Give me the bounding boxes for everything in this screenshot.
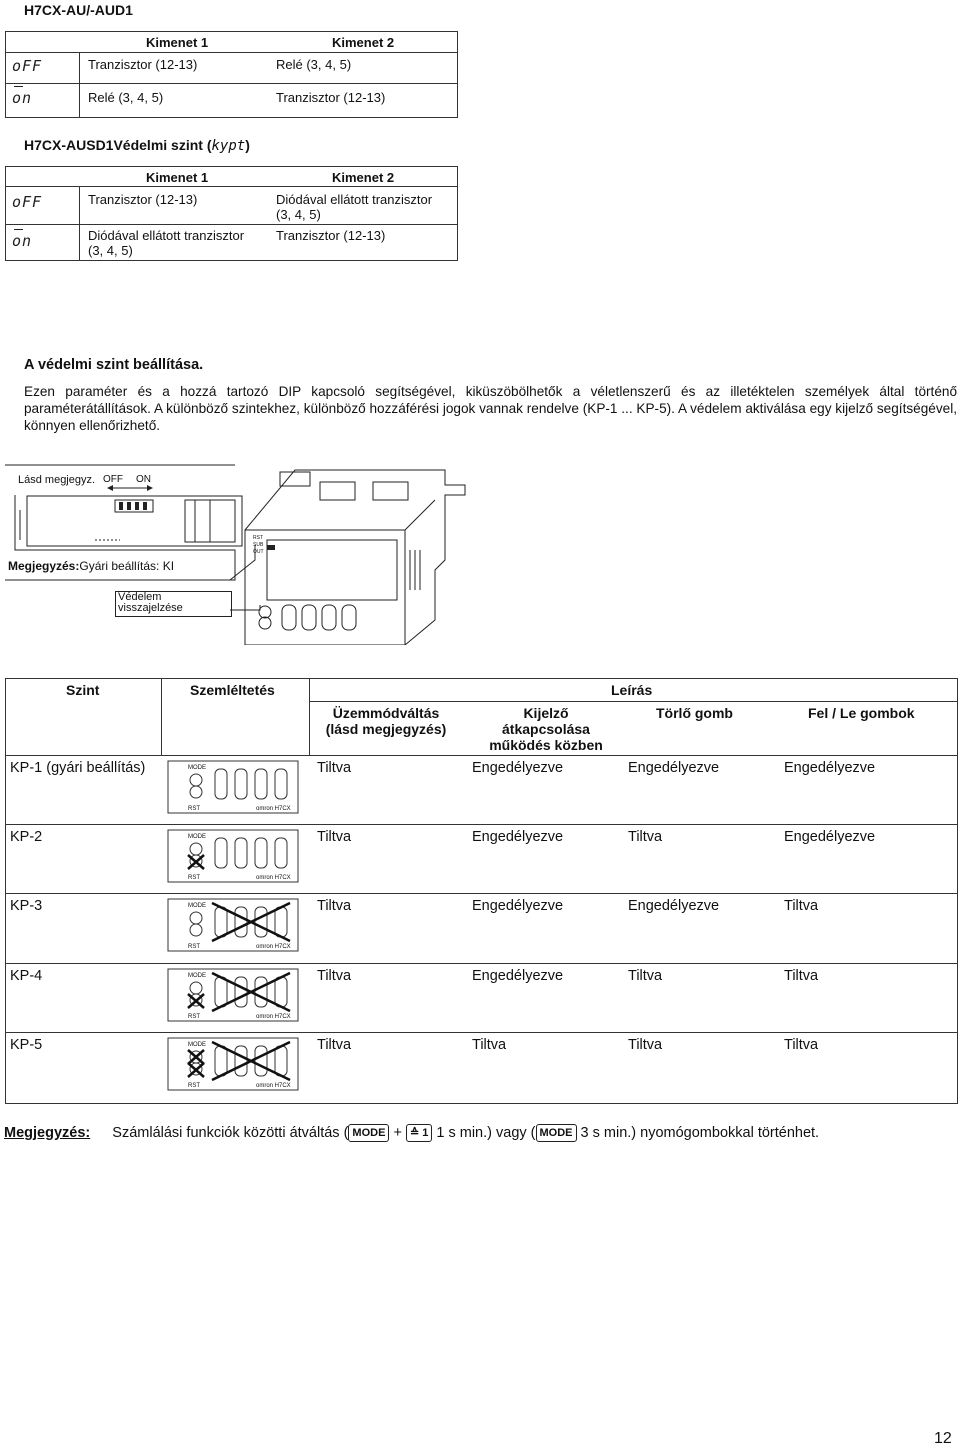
row-mode-switch: Tiltva: [317, 1037, 352, 1053]
cell-out2-line2: (3, 4, 5): [276, 207, 321, 222]
keypad-rst-label: RST: [188, 875, 200, 881]
footnote-text1: Számlálási funkciók közötti átváltás (: [112, 1124, 349, 1141]
section-title: H7CX-AUSD1Védelmi szint (kypt): [24, 137, 250, 154]
device-figure: [5, 460, 945, 645]
cell-out2: Tranzisztor (12-13): [276, 228, 386, 243]
updown-key-0: [215, 1046, 227, 1076]
cell-out2-line1: Diódával ellátott tranzisztor: [276, 192, 433, 207]
row-reset: Engedélyezve: [628, 760, 720, 776]
updown-key-3: [275, 977, 287, 1007]
keypad-mode-label: MODE: [188, 1042, 206, 1048]
note-text: Gyári beállítás: KI: [79, 559, 175, 573]
row-level: KP-2: [10, 829, 43, 845]
seg-bar: [14, 86, 23, 87]
cell-out2: Relé (3, 4, 5): [276, 57, 352, 72]
seg-display-off: oFF: [12, 57, 43, 75]
keypad-mode-label: MODE: [188, 973, 206, 979]
mode-key: [190, 982, 202, 994]
protection-level-table: [5, 678, 958, 1104]
updown-key-2: [255, 977, 267, 1007]
mode-key: [190, 912, 202, 924]
updown-key-2: [255, 769, 267, 799]
row-reset: Tiltva: [628, 968, 663, 984]
keypad-mode-label: MODE: [188, 903, 206, 909]
cell-out1: Tranzisztor (12-13): [88, 192, 198, 207]
updown-key-2: [255, 907, 267, 937]
row-updown: Tiltva: [784, 1037, 819, 1053]
updown-key-2: [255, 838, 267, 868]
row-level: KP-1 (gyári beállítás): [10, 760, 146, 776]
row-updown: Engedélyezve: [784, 829, 876, 845]
seg-bar: [14, 229, 23, 230]
keypad-rst-label: RST: [188, 1014, 200, 1020]
updown-key-1: [235, 1046, 247, 1076]
figure-note: [8, 559, 174, 573]
keypad-svg: [166, 1036, 301, 1094]
row-display-switch: Engedélyezve: [472, 898, 564, 914]
seg-display-on: on: [12, 232, 33, 250]
header-mode-line2: (lásd megjegyzés): [325, 721, 447, 737]
see-note-label: Lásd megjegyz.: [18, 474, 96, 486]
callout-line2: visszajelzése: [118, 602, 183, 614]
keypad-svg: [166, 759, 301, 817]
updown-key-2: [255, 1046, 267, 1076]
keypad-illustration: [166, 759, 301, 820]
row-updown: Tiltva: [784, 968, 819, 984]
header-disp-line2: átkapcsolása: [502, 721, 590, 737]
output-table-2: [5, 166, 458, 261]
keypad-mode-label: MODE: [188, 834, 206, 840]
keypad-brand-label: omron H7CX: [256, 1014, 291, 1020]
updown-key-0: [215, 977, 227, 1007]
header-mode-switch: [311, 705, 461, 737]
keypad-brand-label: omron H7CX: [256, 1083, 291, 1089]
updown-key-3: [275, 838, 287, 868]
cell-out1: Tranzisztor (12-13): [88, 57, 198, 72]
footnote-label: Megjegyzés:: [4, 1124, 91, 1141]
row-reset: Engedélyezve: [628, 898, 720, 914]
device-sub-label: SUB: [253, 542, 264, 548]
footnote-plus: +: [393, 1124, 402, 1141]
cell-out1: Relé (3, 4, 5): [88, 90, 164, 105]
updown-key-3: [275, 769, 287, 799]
header-level: Szint: [66, 682, 100, 698]
keypad-brand-label: omron H7CX: [256, 875, 291, 881]
header-description: Leírás: [611, 682, 653, 698]
cell-out1-line1: Diódával ellátott tranzisztor: [88, 228, 245, 243]
header-mode-line1: Üzemmódváltás: [332, 705, 440, 721]
keypad-rst-label: RST: [188, 1083, 200, 1089]
reset-key: [190, 924, 202, 936]
reset-key: [190, 786, 202, 798]
row-updown: Tiltva: [784, 898, 819, 914]
seg-display-off: oFF: [12, 193, 43, 211]
updown-key-0: [215, 907, 227, 937]
row-mode-switch: Tiltva: [317, 760, 352, 776]
header-updown: Fel / Le gombok: [808, 705, 915, 721]
device-rst-label: RST: [253, 535, 263, 541]
updown-key-1: [235, 769, 247, 799]
col-header-output1: Kimenet 1: [146, 35, 209, 50]
keypad-rst-label: RST: [188, 806, 200, 812]
row-mode-switch: Tiltva: [317, 829, 352, 845]
seg-display-on: on: [12, 89, 33, 107]
row-mode-switch: Tiltva: [317, 898, 352, 914]
header-reset: Törlő gomb: [656, 705, 733, 721]
header-disp-line3: működés közben: [489, 737, 603, 753]
note-label: Megjegyzés:: [8, 559, 80, 573]
protection-indicator-callout: [115, 591, 232, 617]
keypad-rst-label: RST: [188, 944, 200, 950]
row-mode-switch: Tiltva: [317, 968, 352, 984]
device-illustration: [5, 460, 945, 645]
footnote-text2: 1 s min.) vagy (: [436, 1124, 536, 1141]
up-button-digit: 1: [422, 1127, 429, 1139]
row-display-switch: Engedélyezve: [472, 829, 564, 845]
footnote-text3: 3 s min.) nyomógombokkal történhet.: [580, 1124, 820, 1141]
protection-paragraph: Ezen paraméter és a hozzá tartozó DIP kapcsoló segítségével, kiküszöbölhetők a véletlenszerű és az illetéktelen személyek által történő paraméterátállítások. A különböző szintekhez, különböző hozzáférési jogok vannak rendelve (KP-1 ... KP-5). A védelem aktiválása egy kijelző segítségével, könnyen ellenőrizhető.: [24, 384, 957, 433]
footnote: [4, 1124, 954, 1142]
row-reset: Tiltva: [628, 1037, 663, 1053]
keypad-brand-label: omron H7CX: [256, 806, 291, 812]
page-number: 12: [934, 1430, 952, 1447]
updown-key-1: [235, 907, 247, 937]
cell-out1-line2: (3, 4, 5): [88, 243, 133, 258]
col-header-output2: Kimenet 2: [332, 170, 395, 185]
row-display-switch: Tiltva: [472, 1037, 507, 1053]
keypad-mode-label: MODE: [188, 765, 206, 771]
header-illustration: Szemléltetés: [190, 682, 275, 698]
dip-on-label: ON: [136, 474, 151, 485]
updown-key-1: [235, 838, 247, 868]
up-button-icon: ≙ 1: [406, 1124, 432, 1142]
updown-key-0: [215, 769, 227, 799]
row-level: KP-3: [10, 898, 43, 914]
updown-key-3: [275, 1046, 287, 1076]
mode-key: [190, 843, 202, 855]
updown-key-0: [215, 838, 227, 868]
keypad-illustration: [166, 1036, 301, 1097]
row-display-switch: Engedélyezve: [472, 968, 564, 984]
col-header-output1: Kimenet 1: [146, 170, 209, 185]
keypad-svg: [166, 828, 301, 886]
row-level: KP-4: [10, 968, 43, 984]
row-updown: Engedélyezve: [784, 760, 876, 776]
cell-out2: Tranzisztor (12-13): [276, 90, 386, 105]
dip-off-label: OFF: [103, 474, 123, 485]
mode-button-icon-2: MODE: [536, 1124, 577, 1142]
keypad-illustration: [166, 967, 301, 1028]
device-out-label: OUT: [253, 549, 264, 555]
keypad-illustration: [166, 828, 301, 889]
callout-line1: Védelem: [118, 591, 162, 603]
header-disp-line1: Kijelző: [523, 705, 569, 721]
keypad-svg: [166, 967, 301, 1025]
protection-title: A védelmi szint beállítása.: [24, 357, 204, 373]
updown-key-1: [235, 977, 247, 1007]
keypad-brand-label: omron H7CX: [256, 944, 291, 950]
keypad-illustration: [166, 897, 301, 958]
keypad-svg: [166, 897, 301, 955]
page-header-model: H7CX-AU/-AUD1: [24, 2, 133, 18]
row-reset: Tiltva: [628, 829, 663, 845]
updown-key-3: [275, 907, 287, 937]
mode-key: [190, 774, 202, 786]
row-display-switch: Engedélyezve: [472, 760, 564, 776]
col-header-output2: Kimenet 2: [332, 35, 395, 50]
row-level: KP-5: [10, 1037, 43, 1053]
output-table-1: [5, 31, 458, 118]
mode-button-icon: MODE: [348, 1124, 389, 1142]
header-display-switch: [471, 705, 621, 753]
